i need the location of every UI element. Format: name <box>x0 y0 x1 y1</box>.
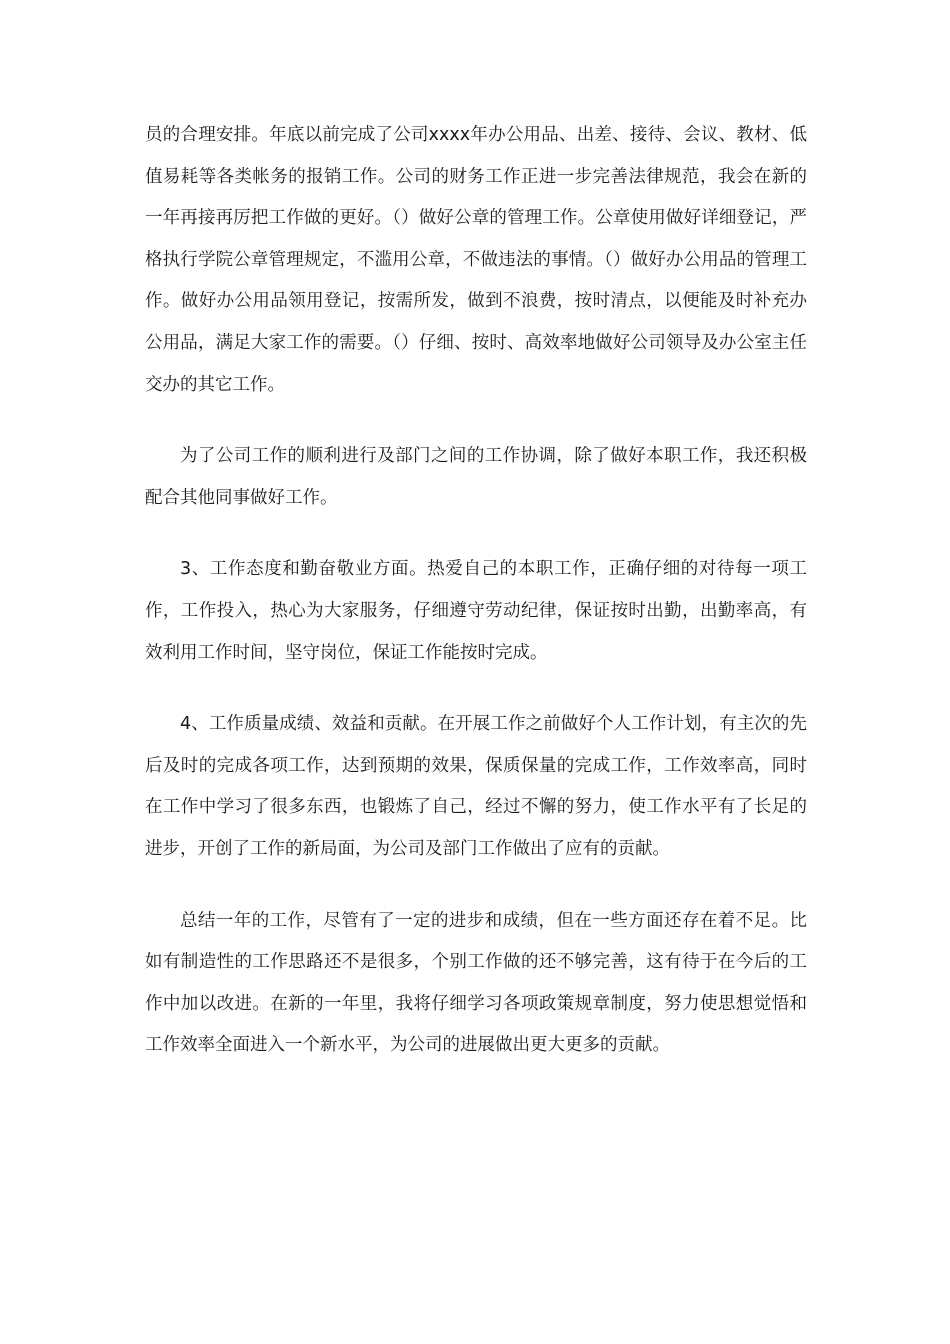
paragraph-work-quality: 4、工作质量成绩、效益和贡献。在开展工作之前做好个人工作计划，有主次的先后及时的完成各项工作，达到预期的效果，保质保量的完成工作，工作效率高，同时在工作中学习了很多东西，也锻炼了自己，经过不懈的努力，使工作水平有了长足的进步，开创了工作的新局面，为公司及部门工作做出了应有的贡献。 <box>145 714 807 859</box>
paragraph-continuation: 员的合理安排。年底以前完成了公司xxxx年办公用品、出差、接待、会议、教材、低值易耗等各类帐务的报销工作。公司的财务工作正进一步完善法律规范，我会在新的一年再接再厉把工作做的更好。（）做好公章的管理工作。公章使用做好详细登记，严格执行学院公章管理规定，不滥用公章，不做违法的事情。（）做好办公用品的管理工作。做好办公用品领用登记，按需所发，做到不浪费，按时清点，以便能及时补充办公用品，满足大家工作的需要。（）仔细、按时、高效率地做好公司领导及办公室主任交办的其它工作。 <box>145 125 807 395</box>
paragraph-cooperation: 为了公司工作的顺利进行及部门之间的工作协调，除了做好本职工作，我还积极配合其他同事做好工作。 <box>145 446 807 508</box>
paragraph-summary: 总结一年的工作，尽管有了一定的进步和成绩，但在一些方面还存在着不足。比如有制造性的工作思路还不是很多，个别工作做的还不够完善，这有待于在今后的工作中加以改进。在新的一年里，我将仔细学习各项政策规章制度，努力使思想觉悟和工作效率全面进入一个新水平，为公司的进展做出更大更多的贡献。 <box>145 910 807 1056</box>
document-body <box>145 115 807 1067</box>
paragraph-work-attitude: 3、工作态度和勤奋敬业方面。热爱自己的本职工作，正确仔细的对待每一项工作，工作投入，热心为大家服务，仔细遵守劳动纪律，保证按时出勤，出勤率高，有效利用工作时间，坚守岗位，保证工作能按时完成。 <box>145 559 807 663</box>
